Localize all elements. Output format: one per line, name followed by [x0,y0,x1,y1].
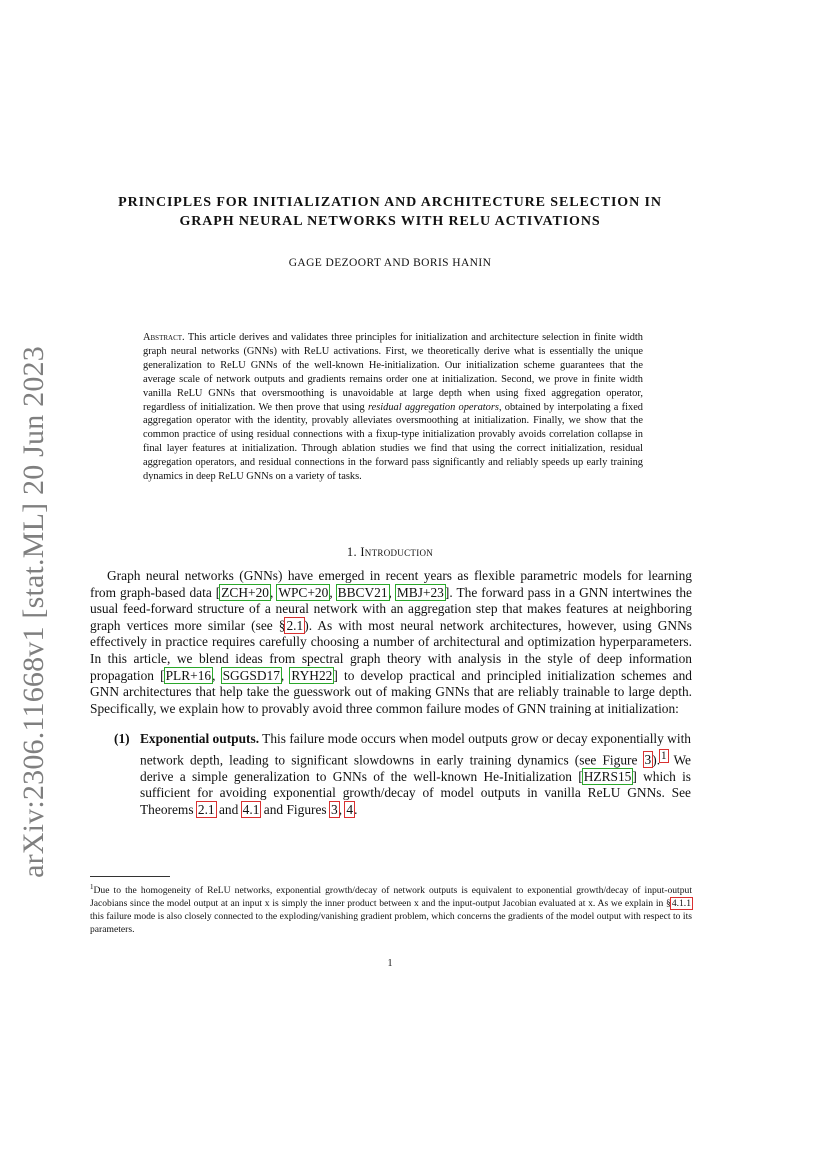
item-text: This failure mode occurs when model outputs grow or decay exponentially with network depth, leading to significant slowdowns in early training dynamics (see Figure [140,731,691,768]
abstract [143,331,643,484]
paper-authors: GAGE DEZOORT AND BORIS HANIN [288,257,492,269]
item-text: ] which is sufficient for avoiding exponential growth/decay of model outputs in vanilla ReLU GNNs. See Theorems [140,768,691,817]
intro-text: ] to develop practical and principled initialization schemes and GNN architectures that help take the guesswork out of making GNNs that are reliably trainable to large depth. Specifically, we explain how to provably avoid three common failure modes of GNN training at initialization: [90,667,692,716]
separator: , [269,584,278,600]
footnote [90,881,692,936]
item-text: , [338,801,346,817]
figure-ref-link[interactable]: 3 [644,752,652,768]
citation-link[interactable]: HZRS15 [583,768,632,784]
intro-text: Graph neural networks (GNNs) have emerged in recent years as flexible parametric models for learning from graph-based data [ [90,568,692,600]
item-text: . [354,801,358,817]
abstract-text-1: This article derives and validates three principles for initialization and architecture selection in finite width graph neural networks (GNNs) with ReLU activations. First, we theoretically derive what is essentially the unique generalization to ReLU GNNs of the well-known He-initialization. Our initialization scheme guarantees that the average scale of network outputs and gradients remains order one at initialization. Second, we prove in finite width vanilla ReLU GNNs that oversmoothing is unavoidable at large depth when using fixed aggregation operator, regardless of initialization. We then prove that using [143,332,643,413]
section-number: 1. [346,545,357,559]
citation-link[interactable]: WPC+20 [278,584,329,600]
item-text: We derive a simple generalization to GNNs of the well-known He-Initialization [ [140,752,691,784]
section-ref-link[interactable]: 4.1.1 [671,898,691,910]
abstract-emphasis: residual aggregation operators [367,401,499,413]
footnote-rule [90,876,170,877]
arxiv-id-text: arXiv:2306.11668v1 [stat.ML] 20 Jun 2023 [17,346,50,878]
item-text: and [215,801,242,817]
citation-link[interactable]: BBCV21 [337,584,388,600]
citation-link[interactable]: MBJ+23 [396,584,444,600]
separator: , [212,667,222,683]
section-title: Introduction [360,545,434,559]
abstract-label: Abstract. [143,332,185,343]
figure-ref-link[interactable]: 3 [330,801,338,817]
item-heading: Exponential outputs. [140,731,260,746]
separator: , [388,584,396,600]
separator: , [280,667,291,683]
item-text: and Figures [260,801,330,817]
footnote-text: Due to the homogeneity of ReLU networks, exponential growth/decay of network outputs is equivalent to exponential growth/decay of input-output Jacobians since the model output at an input x is simply the inner product between x and the input-output Jacobian evaluated at x. As we explain in § [90,885,692,910]
section-ref-link[interactable]: 2.1 [286,617,304,633]
intro-text: ]. The forward pass in a GNN intertwines the usual feed-forward structure of a neural network with an aggregation step that makes features at neighboring graph vertices more similar (see § [90,584,692,633]
intro-text: ). As with most neural network architectures, however, using GNNs effectively in practice requires carefully choosing a number of architectural and optimization hyperparameters. In this article, we blend ideas from spectral graph theory with analysis in the style of deep information propagation [ [90,617,692,683]
separator: , [329,584,337,600]
intro-paragraph [90,568,692,717]
section-heading [90,545,690,560]
abstract-text-2: , obtained by interpolating a fixed aggregation operator with the identity, provably alleviates oversmoothing at initialization. Finally, we show that the common practice of using residual connections with a fixup-type initialization provably avoids correlation collapse in final layer features at initialization. Through ablation studies we find that using the correct initialization, residual aggregation operators, and residual connections in the forward pass significantly and reliably speeds up early training dynamics in deep ReLU GNNs on a variety of tasks. [143,401,644,483]
footnote-text: this failure mode is also closely connected to the exploding/vanishing gradient problem, which concerns the gradients of the model output with respect to its parameters. [90,911,692,936]
citation-link[interactable]: SGGSD17 [222,667,280,683]
page-number: 1 [387,958,393,969]
citation-link[interactable]: PLR+16 [165,667,212,683]
footnote-ref-link[interactable]: 1 [661,749,667,762]
failure-mode-item-1 [114,731,691,818]
item-body [140,731,691,818]
item-number: (1) [114,731,130,746]
theorem-ref-link[interactable]: 2.1 [197,801,215,817]
figure-ref-link[interactable]: 4 [346,801,354,817]
item-text: ). [652,752,661,768]
theorem-ref-link[interactable]: 4.1 [242,801,260,817]
arxiv-identifier [6,346,62,878]
footnote-mark: 1 [90,883,94,891]
paper-title: PRINCIPLES FOR INITIALIZATION AND ARCHITECTURE SELECTION IN GRAPH NEURAL NETWORKS WITH RELU ACTIVATIONS [118,195,662,229]
citation-link[interactable]: ZCH+20 [221,584,269,600]
citation-link[interactable]: RYH22 [291,667,333,683]
